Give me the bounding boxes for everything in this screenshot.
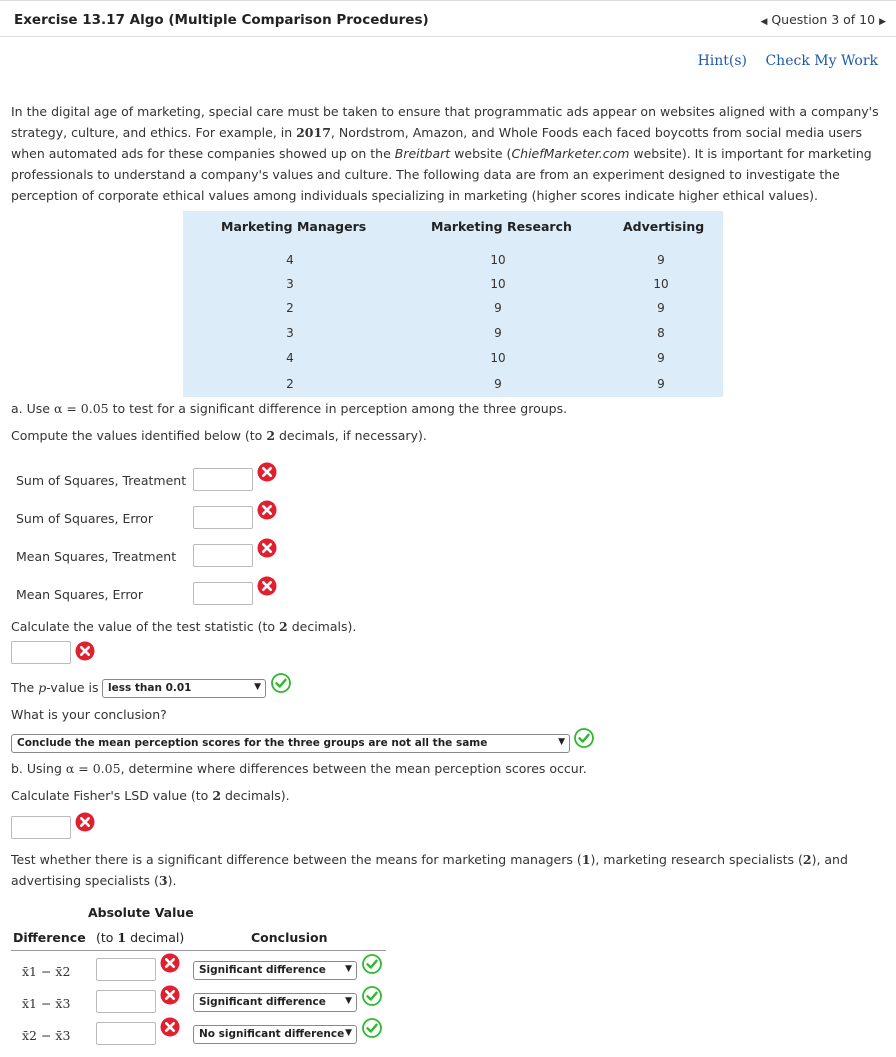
intro-breitbart: Breitbart (394, 146, 451, 161)
table-cell: 9 (494, 377, 502, 391)
table-cell: 2 (286, 377, 294, 391)
decimal-header-text: (to (96, 930, 118, 945)
diff-input-1-2[interactable] (96, 958, 156, 981)
group-number: 3 (158, 873, 168, 888)
intro-text-2: , Nordstrom, Amazon, and Whole Foods each faced boycotts from social media users when automated ads for these companies showed up on the (11, 125, 863, 161)
ms-treatment-label: Mean Squares, Treatment (16, 549, 177, 564)
decimals-number: 2 (279, 619, 288, 634)
table-cell: 4 (286, 253, 294, 267)
incorrect-x-icon (257, 500, 277, 520)
incorrect-x-icon (257, 462, 277, 482)
conclusion-select-2-3[interactable] (193, 1025, 357, 1044)
intro-chiefmarketer: ChiefMarketer.com (511, 146, 630, 161)
decimals-number: 2 (212, 788, 222, 803)
table-cell: 3 (286, 326, 294, 340)
exercise-title: Exercise 13.17 Algo (Multiple Comparison Procedures) (14, 12, 429, 28)
abs-value-header: Absolute Value (88, 905, 194, 920)
conclusion-select[interactable] (11, 734, 570, 753)
p-value-select[interactable] (102, 679, 266, 698)
p-value-text: -value is (46, 680, 99, 695)
correct-check-icon (362, 986, 382, 1006)
conclusion-selected: No significant difference (199, 1028, 345, 1040)
question-counter: Question 3 of 10 (771, 12, 876, 27)
p-symbol: p (38, 680, 47, 695)
table-divider (11, 950, 386, 951)
ms-error-input[interactable] (193, 582, 253, 605)
part-a-instruction (11, 401, 567, 416)
part-b-text: , determine where differences between the mean perception scores occur. (120, 761, 587, 776)
decimal-header-text: decimal) (126, 930, 185, 945)
chevron-down-icon: ▼ (345, 1028, 352, 1038)
alpha-value: α = 0.05 (53, 401, 109, 416)
pairwise-text: ), marketing research specialists ( (590, 852, 803, 867)
group-number: 2 (802, 852, 812, 867)
prev-question-icon[interactable]: ◀ (760, 17, 768, 27)
diff-label-2-3: x̄2 − x̄3 (22, 1028, 71, 1043)
intro-text-1: In the digital age of marketing, special care must be taken to ensure that programmatic ads appear on websites aligned with a company's strategy, culture, and ethics. For example, in (11, 104, 879, 140)
table-cell: 10 (490, 277, 506, 291)
table-cell: 9 (494, 326, 502, 340)
ss-error-input[interactable] (193, 506, 253, 529)
p-value-selected: less than 0.01 (108, 682, 192, 694)
correct-check-icon (271, 673, 291, 693)
conclusion-selected: Significant difference (199, 996, 326, 1008)
hints-link[interactable]: Hint(s) (697, 53, 748, 69)
p-value-text: The (11, 680, 39, 695)
intro-year: 2017 (296, 125, 331, 140)
part-b-instruction (11, 761, 587, 776)
test-statistic-input[interactable] (11, 641, 71, 664)
ms-treatment-input[interactable] (193, 544, 253, 567)
difference-header: Difference (13, 930, 86, 945)
conclusion-select-1-3[interactable] (193, 993, 357, 1012)
ss-error-label: Sum of Squares, Error (16, 511, 153, 526)
conclusion-selected: Significant difference (199, 964, 326, 976)
diff-label-1-2: x̄1 − x̄2 (22, 964, 71, 979)
table-cell: 9 (657, 301, 665, 315)
decimal-header (96, 930, 184, 945)
chevron-down-icon: ▼ (558, 737, 565, 747)
col-header-managers: Marketing Managers (221, 219, 367, 234)
part-a-text: a. Use (11, 401, 54, 416)
compute-text: decimals, if necessary). (275, 428, 427, 443)
pairwise-text: Test whether there is a significant difference between the means for marketing managers ( (11, 852, 582, 867)
compute-instruction (11, 428, 427, 443)
pairwise-text: ), and advertising specialists ( (11, 852, 848, 888)
table-cell: 4 (286, 351, 294, 365)
intro-text-3: website ( (450, 146, 512, 161)
help-links (684, 53, 878, 69)
conclusion-question: What is your conclusion? (11, 707, 167, 722)
ms-error-label: Mean Squares, Error (16, 587, 143, 602)
lsd-text: Calculate Fisher's LSD value (to (11, 788, 213, 803)
diff-label-1-3: x̄1 − x̄3 (22, 996, 71, 1011)
decimals-number: 2 (266, 428, 276, 443)
diff-input-2-3[interactable] (96, 1022, 156, 1045)
lsd-text: decimals). (221, 788, 290, 803)
test-stat-text: Calculate the value of the test statistic (to (11, 619, 280, 634)
group-number: 1 (581, 852, 591, 867)
check-my-work-link[interactable]: Check My Work (765, 53, 878, 69)
p-value-label (11, 680, 99, 695)
question-header (0, 0, 896, 37)
next-question-icon[interactable]: ▶ (879, 17, 886, 27)
chevron-down-icon: ▼ (345, 996, 352, 1006)
table-cell: 10 (490, 351, 506, 365)
table-cell: 10 (653, 277, 669, 291)
table-cell: 9 (657, 377, 665, 391)
chevron-down-icon: ▼ (254, 682, 261, 692)
conclusion-select-1-2[interactable] (193, 961, 357, 980)
table-cell: 3 (286, 277, 294, 291)
lsd-instruction (11, 788, 290, 803)
part-a-text: to test for a significant difference in perception among the three groups. (108, 401, 568, 416)
decimal-header-number: 1 (117, 930, 127, 945)
correct-check-icon (362, 954, 382, 974)
part-b-text: b. Using (11, 761, 66, 776)
table-cell: 9 (657, 253, 665, 267)
compute-text: Compute the values identified below (to (11, 428, 267, 443)
intro-text-4: website). It is important for marketing professionals to understand a company's values and culture. The following data are from an experiment designed to investigate the perception of corporate ethical values among individuals specializing in marketing (higher scores indicate higher ethical values). (11, 146, 872, 203)
table-cell: 9 (657, 351, 665, 365)
table-cell: 9 (494, 301, 502, 315)
col-header-advertising: Advertising (623, 219, 705, 234)
diff-input-1-3[interactable] (96, 990, 156, 1013)
question-navigation[interactable] (760, 12, 886, 27)
incorrect-x-icon (75, 812, 95, 832)
incorrect-x-icon (75, 641, 95, 661)
correct-check-icon (362, 1018, 382, 1038)
problem-statement (11, 101, 893, 206)
ss-treatment-input[interactable] (193, 468, 253, 491)
chevron-down-icon: ▼ (345, 964, 352, 974)
incorrect-x-icon (160, 985, 180, 1005)
col-header-research: Marketing Research (431, 219, 572, 234)
alpha-value: α = 0.05 (65, 761, 121, 776)
test-stat-text: decimals). (287, 619, 357, 634)
data-table (183, 211, 723, 397)
table-cell: 2 (286, 301, 294, 315)
table-cell: 10 (490, 253, 506, 267)
incorrect-x-icon (257, 538, 277, 558)
lsd-input[interactable] (11, 816, 71, 839)
ss-treatment-label: Sum of Squares, Treatment (16, 473, 187, 488)
conclusion-header: Conclusion (251, 930, 328, 945)
correct-check-icon (574, 728, 594, 748)
test-stat-instruction (11, 619, 356, 634)
conclusion-selected: Conclude the mean perception scores for the three groups are not all the same (17, 737, 488, 749)
pairwise-text: ). (167, 873, 177, 888)
pairwise-instruction (11, 849, 893, 891)
incorrect-x-icon (257, 576, 277, 596)
incorrect-x-icon (160, 953, 180, 973)
table-cell: 8 (657, 326, 665, 340)
incorrect-x-icon (160, 1017, 180, 1037)
